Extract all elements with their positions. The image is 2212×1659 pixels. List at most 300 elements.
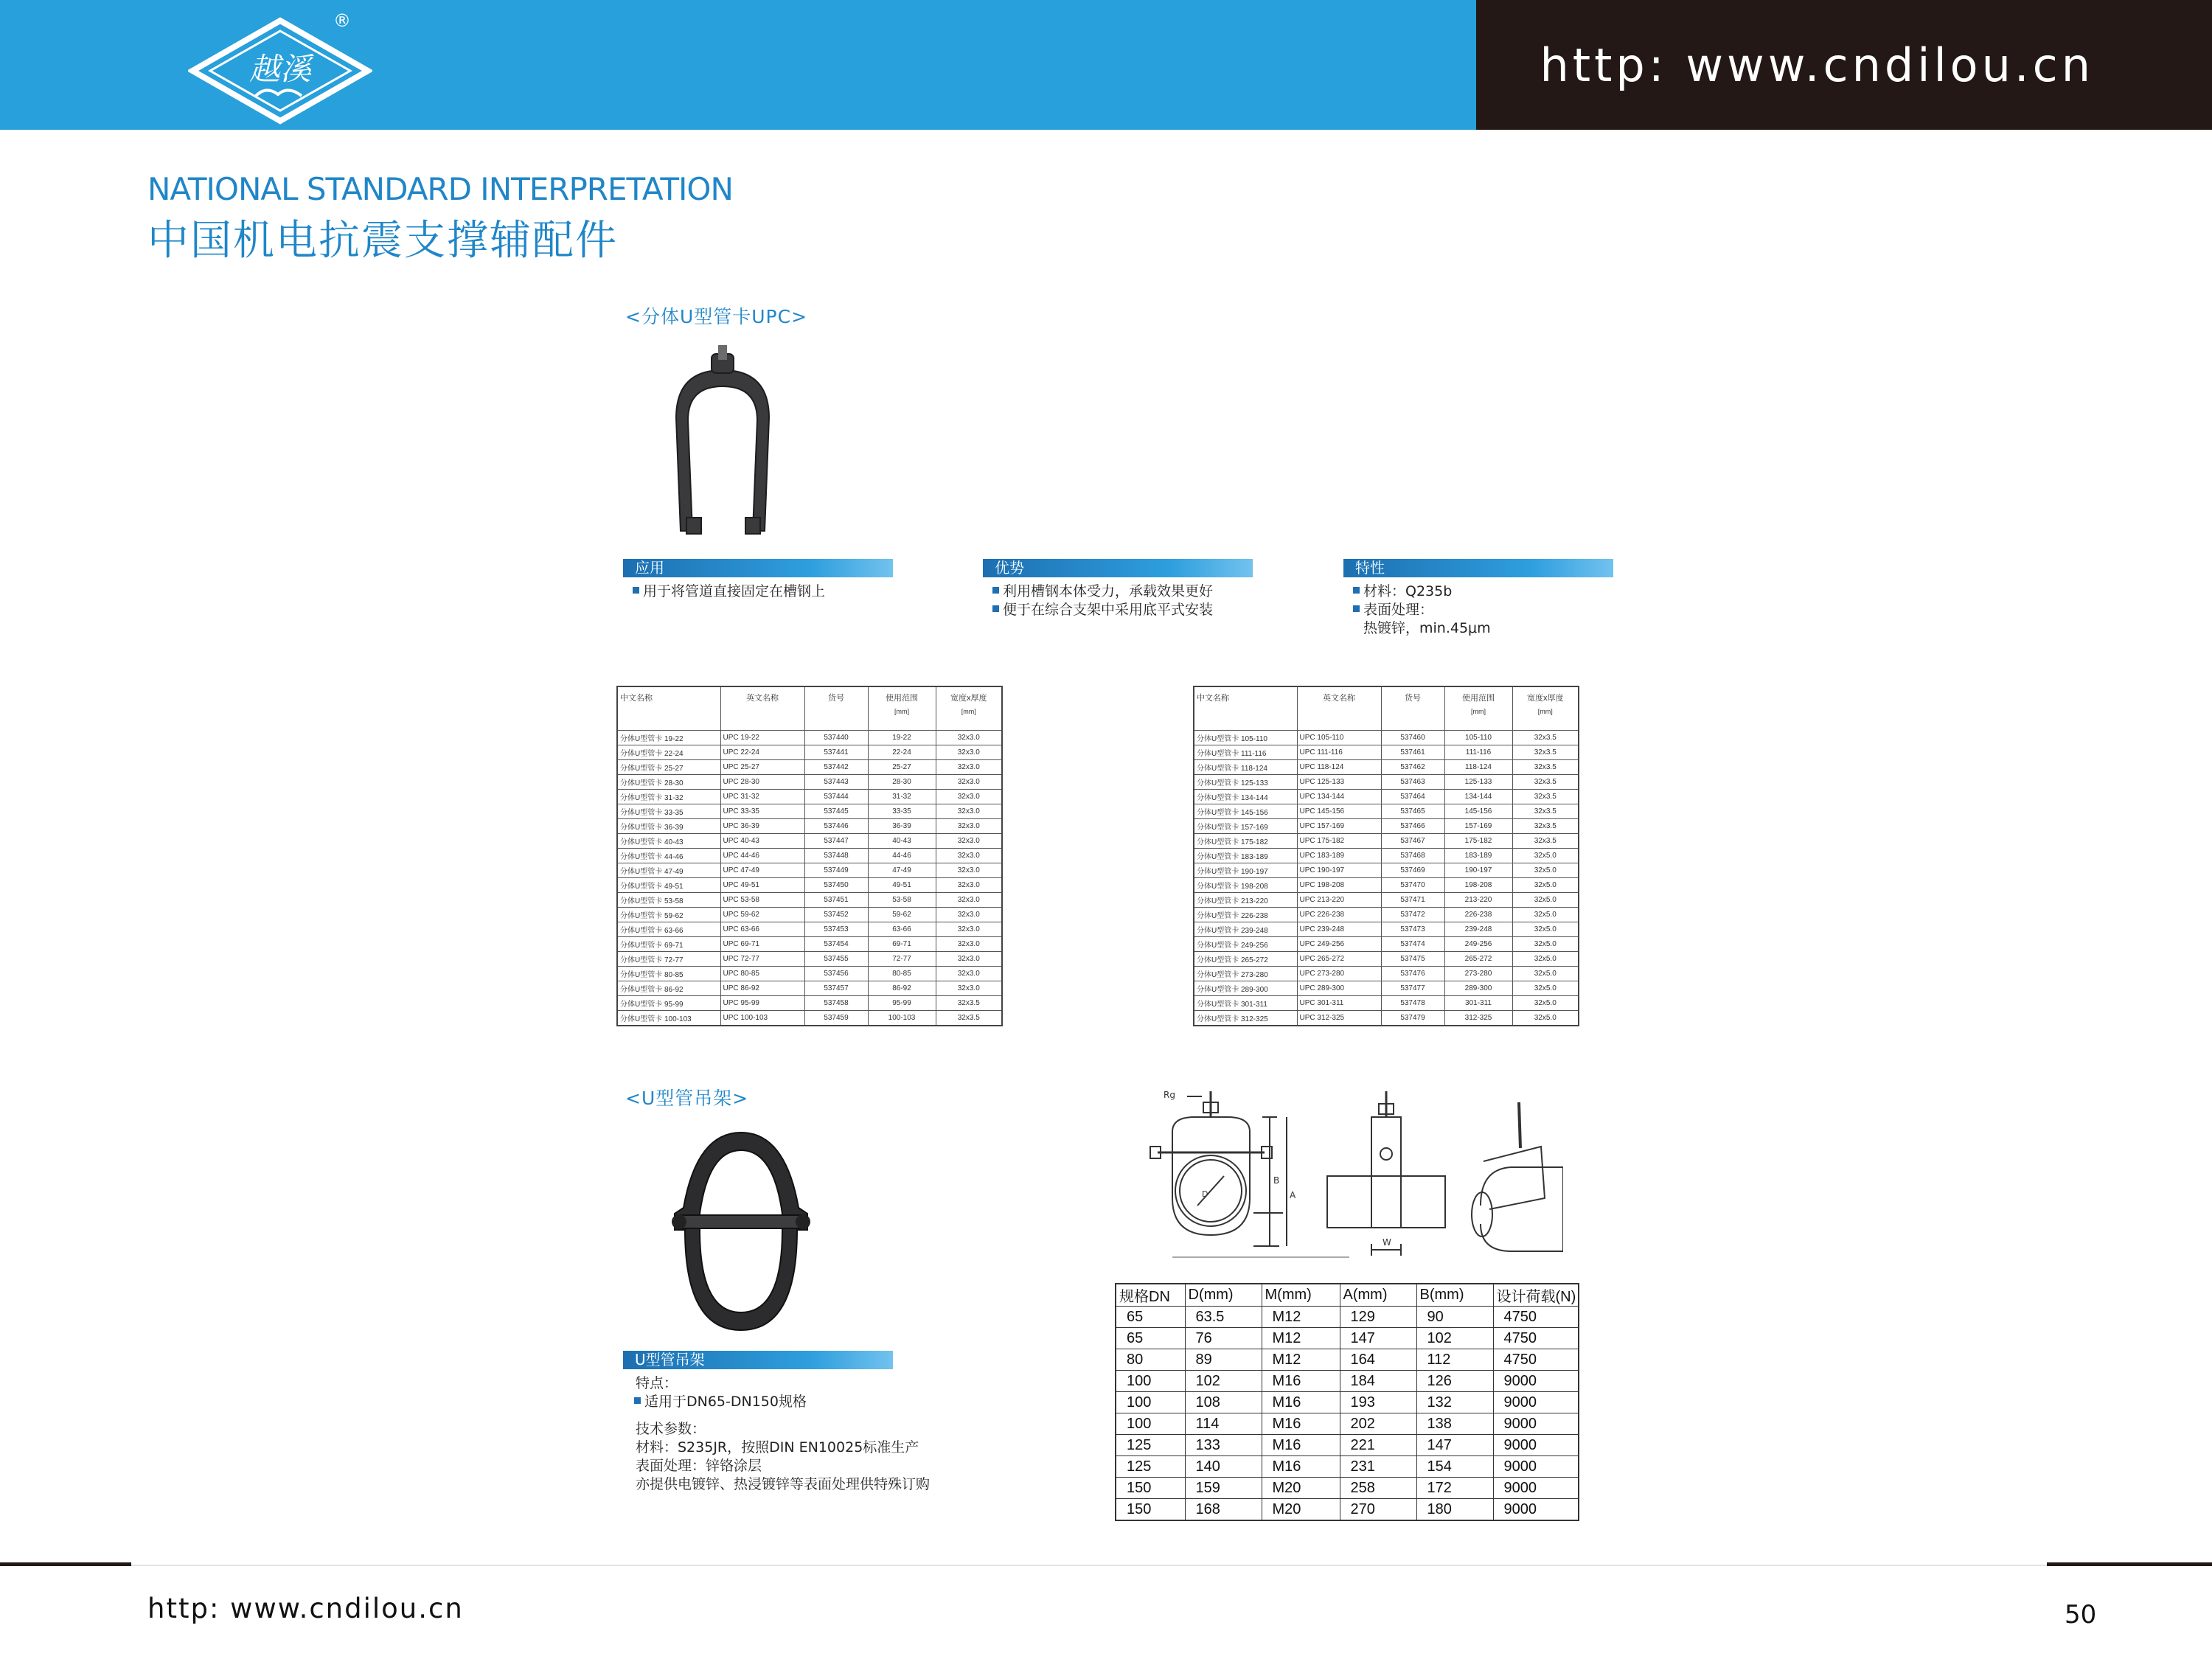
table-cell: M12 (1262, 1328, 1340, 1349)
table-cell: 分体U型管卡 265-272 (1194, 952, 1297, 967)
table-cell: 分体U型管卡 198-208 (1194, 878, 1297, 893)
table-cell: 分体U型管卡 53-58 (617, 893, 720, 908)
footer-url[interactable]: http: www.cndilou.cn (147, 1593, 464, 1624)
table-row (1194, 819, 1579, 834)
feature-bar: 特性 (1343, 559, 1613, 577)
table-cell: UPC 33-35 (720, 804, 804, 819)
column-unit: [mm] (961, 708, 976, 715)
table-cell: 537472 (1381, 908, 1444, 922)
upc-spec-table-left (616, 686, 1003, 1026)
table-cell: 9000 (1493, 1478, 1579, 1499)
table-cell: 分体U型管卡 36-39 (617, 819, 720, 834)
table-header-cell: D(mm) (1185, 1284, 1262, 1307)
table-cell: 分体U型管卡 105-110 (1194, 731, 1297, 745)
footer-accent-right (2047, 1562, 2212, 1566)
table-cell: 175-182 (1444, 834, 1512, 849)
table-cell: 25-27 (868, 760, 936, 775)
table-cell: UPC 175-182 (1297, 834, 1381, 849)
table-cell: 89 (1185, 1349, 1262, 1371)
table-cell: 112 (1416, 1349, 1493, 1371)
table-cell: 分体U型管卡 273-280 (1194, 967, 1297, 981)
table-cell: UPC 265-272 (1297, 952, 1381, 967)
table-cell: 537456 (804, 967, 868, 981)
column-label: 英文名称 (746, 694, 779, 703)
application-item: 用于将管道直接固定在槽钢上 (633, 582, 825, 601)
table-cell: UPC 69-71 (720, 937, 804, 952)
table-cell: 138 (1416, 1413, 1493, 1435)
advantage-item: 便于在综合支架中采用底平式安装 (992, 601, 1213, 619)
table-row (617, 1011, 1002, 1026)
table-row (1194, 967, 1579, 981)
table-cell: 40-43 (868, 834, 936, 849)
table-cell: 537446 (804, 819, 868, 834)
table-row (1194, 1011, 1579, 1026)
table-cell: 184 (1340, 1371, 1416, 1392)
hanger-feature-item: 适用于DN65-DN150规格 (634, 1393, 807, 1411)
table-cell: UPC 86-92 (720, 981, 804, 996)
table-header-cell (1297, 686, 1381, 731)
column-label: 宽度x厚度 (1527, 694, 1564, 703)
table-cell: 537477 (1381, 981, 1444, 996)
table-header-cell: 设计荷载(N) (1493, 1284, 1579, 1307)
table-cell: 分体U型管卡 49-51 (617, 878, 720, 893)
footer-accent-left (0, 1562, 131, 1566)
table-cell: 537476 (1381, 967, 1444, 981)
table-cell: 150 (1116, 1478, 1185, 1499)
table-cell: 537459 (804, 1011, 868, 1026)
table-cell: 53-58 (868, 893, 936, 908)
table-cell: 157-169 (1444, 819, 1512, 834)
table-cell: 32x5.0 (1512, 893, 1579, 908)
table-cell: 9000 (1493, 1413, 1579, 1435)
table-cell: 分体U型管卡 63-66 (617, 922, 720, 937)
table-cell: 32x3.0 (936, 893, 1002, 908)
table-row (617, 996, 1002, 1011)
table-row (1116, 1328, 1579, 1349)
table-cell: 36-39 (868, 819, 936, 834)
table-cell: 150 (1116, 1499, 1185, 1521)
table-row (1194, 981, 1579, 996)
table-cell: 537467 (1381, 834, 1444, 849)
table-header-cell: A(mm) (1340, 1284, 1416, 1307)
table-cell: 190-197 (1444, 863, 1512, 878)
bullet-icon (1353, 605, 1360, 612)
table-cell: 32x5.0 (1512, 967, 1579, 981)
table-cell: UPC 95-99 (720, 996, 804, 1011)
table-cell: 249-256 (1444, 937, 1512, 952)
table-cell: 111-116 (1444, 745, 1512, 760)
table-cell: 258 (1340, 1478, 1416, 1499)
table-cell: 32x3.0 (936, 849, 1002, 863)
column-label: 使用范围 (886, 694, 918, 703)
table-cell: 537460 (1381, 731, 1444, 745)
column-label: 宽度x厚度 (950, 694, 987, 703)
table-row (1194, 878, 1579, 893)
table-cell: 分体U型管卡 28-30 (617, 775, 720, 790)
hanger-technical-drawing (1128, 1088, 1563, 1265)
table-header-cell: 规格DN (1116, 1284, 1185, 1307)
table-cell: 32x3.5 (1512, 834, 1579, 849)
table-cell: 231 (1340, 1456, 1416, 1478)
table-cell: UPC 28-30 (720, 775, 804, 790)
logo-text: 越溪 (248, 51, 312, 87)
table-cell: M16 (1262, 1392, 1340, 1413)
table-cell: 32x5.0 (1512, 996, 1579, 1011)
registered-mark: ® (333, 10, 351, 31)
table-cell: 32x3.0 (936, 834, 1002, 849)
table-cell: M16 (1262, 1456, 1340, 1478)
table-cell: 270 (1340, 1499, 1416, 1521)
table-row (617, 908, 1002, 922)
hanger-features-list (634, 1393, 807, 1411)
advantage-item: 利用槽钢本体受力，承载效果更好 (992, 582, 1213, 601)
table-cell: 4750 (1493, 1307, 1579, 1328)
advantage-list (992, 582, 1213, 619)
table-cell: 32x3.5 (1512, 760, 1579, 775)
table-cell: 分体U型管卡 59-62 (617, 908, 720, 922)
table-cell: 537458 (804, 996, 868, 1011)
table-cell: 537442 (804, 760, 868, 775)
table-row (1194, 893, 1579, 908)
table-cell: UPC 36-39 (720, 819, 804, 834)
table-cell: UPC 44-46 (720, 849, 804, 863)
hanger-spec-table (1115, 1283, 1579, 1521)
table-header-cell (936, 686, 1002, 731)
table-cell: 22-24 (868, 745, 936, 760)
feature-extra: 热镀锌，min.45μm (1363, 620, 1491, 636)
table-cell: 32x3.0 (936, 745, 1002, 760)
table-cell: 273-280 (1444, 967, 1512, 981)
table-cell: M16 (1262, 1413, 1340, 1435)
table-cell: 32x3.0 (936, 731, 1002, 745)
table-cell: 102 (1416, 1328, 1493, 1349)
table-cell: UPC 80-85 (720, 967, 804, 981)
table-cell: 32x3.5 (1512, 745, 1579, 760)
table-cell: UPC 118-124 (1297, 760, 1381, 775)
table-cell: 537474 (1381, 937, 1444, 952)
table-cell: 分体U型管卡 134-144 (1194, 790, 1297, 804)
upc-section-title: <分体U型管卡UPC> (625, 306, 808, 327)
table-cell: UPC 312-325 (1297, 1011, 1381, 1026)
table-cell: UPC 72-77 (720, 952, 804, 967)
table-cell: 65 (1116, 1328, 1185, 1349)
table-cell: 32x3.5 (1512, 790, 1579, 804)
table-cell: UPC 47-49 (720, 863, 804, 878)
table-row (1116, 1413, 1579, 1435)
table-row (1194, 952, 1579, 967)
table-cell: 4750 (1493, 1349, 1579, 1371)
table-cell: 537471 (1381, 893, 1444, 908)
table-cell: 193 (1340, 1392, 1416, 1413)
table-cell: 125-133 (1444, 775, 1512, 790)
table-cell: UPC 198-208 (1297, 878, 1381, 893)
table-cell: 198-208 (1444, 878, 1512, 893)
table-cell: M20 (1262, 1499, 1340, 1521)
table-cell: 134-144 (1444, 790, 1512, 804)
advantage-bar: 优势 (983, 559, 1253, 577)
drawing-label-w: W (1382, 1237, 1391, 1248)
table-row (617, 731, 1002, 745)
table-cell: 32x3.0 (936, 819, 1002, 834)
table-cell: 32x5.0 (1512, 922, 1579, 937)
table-cell: 537464 (1381, 790, 1444, 804)
table-cell: 537445 (804, 804, 868, 819)
bullet-icon (1353, 587, 1360, 594)
table-row (1116, 1499, 1579, 1521)
table-cell: UPC 49-51 (720, 878, 804, 893)
table-cell: 537461 (1381, 745, 1444, 760)
table-cell: 100-103 (868, 1011, 936, 1026)
table-cell: 分体U型管卡 157-169 (1194, 819, 1297, 834)
table-cell: 分体U型管卡 44-46 (617, 849, 720, 863)
table-cell: 32x5.0 (1512, 981, 1579, 996)
table-row (1116, 1456, 1579, 1478)
table-cell: 100 (1116, 1371, 1185, 1392)
feature-list (1353, 582, 1491, 638)
table-cell: 537452 (804, 908, 868, 922)
table-header-row (1194, 686, 1579, 731)
table-cell: 289-300 (1444, 981, 1512, 996)
table-cell: 537470 (1381, 878, 1444, 893)
table-cell: 分体U型管卡 213-220 (1194, 893, 1297, 908)
brand-logo (188, 16, 372, 125)
table-row (617, 834, 1002, 849)
table-cell: 108 (1185, 1392, 1262, 1413)
table-row (1116, 1371, 1579, 1392)
hanger-image (667, 1127, 815, 1335)
table-cell: 537449 (804, 863, 868, 878)
column-label: 中文名称 (620, 694, 653, 703)
table-cell: 226-238 (1444, 908, 1512, 922)
table-cell: 32x5.0 (1512, 863, 1579, 878)
table-row (1194, 790, 1579, 804)
table-cell: 32x3.0 (936, 760, 1002, 775)
table-cell: 537451 (804, 893, 868, 908)
table-cell: 125 (1116, 1435, 1185, 1456)
table-cell: 69-71 (868, 937, 936, 952)
table-cell: UPC 289-300 (1297, 981, 1381, 996)
table-cell: 183-189 (1444, 849, 1512, 863)
table-cell: 32x3.0 (936, 981, 1002, 996)
hanger-bar: U型管吊架 (623, 1351, 893, 1369)
table-cell: UPC 145-156 (1297, 804, 1381, 819)
table-cell: 分体U型管卡 175-182 (1194, 834, 1297, 849)
table-cell: 537455 (804, 952, 868, 967)
table-cell: 31-32 (868, 790, 936, 804)
table-header-cell (1444, 686, 1512, 731)
table-cell: 159 (1185, 1478, 1262, 1499)
table-cell: 202 (1340, 1413, 1416, 1435)
table-cell: 537444 (804, 790, 868, 804)
table-cell: 44-46 (868, 849, 936, 863)
table-row (1194, 849, 1579, 863)
table-cell: UPC 53-58 (720, 893, 804, 908)
table-row (617, 937, 1002, 952)
table-cell: UPC 63-66 (720, 922, 804, 937)
drawing-label-d: D (1202, 1189, 1208, 1199)
table-row (617, 775, 1002, 790)
table-cell: 47-49 (868, 863, 936, 878)
table-cell: 9000 (1493, 1456, 1579, 1478)
table-cell: UPC 301-311 (1297, 996, 1381, 1011)
drawing-label-b: B (1273, 1175, 1280, 1186)
table-cell: 537479 (1381, 1011, 1444, 1026)
table-cell: 537463 (1381, 775, 1444, 790)
table-cell: 63-66 (868, 922, 936, 937)
table-cell: UPC 31-32 (720, 790, 804, 804)
table-cell: 32x5.0 (1512, 878, 1579, 893)
table-cell: 分体U型管卡 289-300 (1194, 981, 1297, 996)
table-row (617, 952, 1002, 967)
table-cell: 32x3.0 (936, 790, 1002, 804)
table-cell: 分体U型管卡 145-156 (1194, 804, 1297, 819)
table-cell: 125 (1116, 1456, 1185, 1478)
upc-clamp-image (660, 341, 785, 538)
table-cell: 分体U型管卡 301-311 (1194, 996, 1297, 1011)
table-cell: 301-311 (1444, 996, 1512, 1011)
table-cell: 分体U型管卡 72-77 (617, 952, 720, 967)
table-header-cell (804, 686, 868, 731)
drawing-label-rg: Rg (1164, 1090, 1175, 1100)
table-cell: 分体U型管卡 80-85 (617, 967, 720, 981)
table-header-cell (1512, 686, 1579, 731)
table-cell: 分体U型管卡 40-43 (617, 834, 720, 849)
table-cell: 172 (1416, 1478, 1493, 1499)
table-cell: 180 (1416, 1499, 1493, 1521)
table-cell: UPC 100-103 (720, 1011, 804, 1026)
hanger-section-title: <U型管吊架> (625, 1088, 749, 1109)
table-header-cell: M(mm) (1262, 1284, 1340, 1307)
table-cell: 132 (1416, 1392, 1493, 1413)
table-cell: UPC 19-22 (720, 731, 804, 745)
bullet-icon (992, 605, 999, 612)
table-cell: 114 (1185, 1413, 1262, 1435)
table-row (1194, 863, 1579, 878)
table-row (617, 878, 1002, 893)
table-cell: 133 (1185, 1435, 1262, 1456)
table-cell: 32x3.5 (1512, 731, 1579, 745)
drawing-label-a: A (1290, 1190, 1296, 1200)
table-cell: 32x3.0 (936, 908, 1002, 922)
table-cell: 80-85 (868, 967, 936, 981)
table-cell: 32x3.0 (936, 922, 1002, 937)
hanger-param: 材料：S235JR，按照DIN EN10025标准生产 (636, 1439, 919, 1455)
table-cell: 32x3.0 (936, 863, 1002, 878)
column-unit: [mm] (894, 708, 909, 715)
table-cell: 537475 (1381, 952, 1444, 967)
table-cell: 32x3.0 (936, 952, 1002, 967)
table-header-cell (617, 686, 720, 731)
table-cell: 537454 (804, 937, 868, 952)
upc-spec-table-right (1193, 686, 1579, 1026)
bullet-icon (634, 1397, 641, 1404)
table-cell: 9000 (1493, 1499, 1579, 1521)
table-header-cell (868, 686, 936, 731)
table-cell: 32x3.0 (936, 937, 1002, 952)
table-cell: UPC 226-238 (1297, 908, 1381, 922)
table-row (1194, 775, 1579, 790)
table-cell: 86-92 (868, 981, 936, 996)
table-header-cell (1194, 686, 1297, 731)
table-cell: 分体U型管卡 22-24 (617, 745, 720, 760)
table-header-cell (720, 686, 804, 731)
table-cell: UPC 239-248 (1297, 922, 1381, 937)
table-row (617, 804, 1002, 819)
table-cell: 537465 (1381, 804, 1444, 819)
table-row (617, 863, 1002, 878)
table-row (1194, 760, 1579, 775)
table-header-row (617, 686, 1002, 731)
table-cell: 537441 (804, 745, 868, 760)
table-cell: UPC 249-256 (1297, 937, 1381, 952)
table-cell: 239-248 (1444, 922, 1512, 937)
table-cell: 分体U型管卡 69-71 (617, 937, 720, 952)
table-cell: 分体U型管卡 31-32 (617, 790, 720, 804)
column-label: 货号 (1405, 694, 1421, 703)
table-cell: 537468 (1381, 849, 1444, 863)
table-cell: 105-110 (1444, 731, 1512, 745)
table-cell: 95-99 (868, 996, 936, 1011)
table-cell: M12 (1262, 1349, 1340, 1371)
hanger-param: 亦提供电镀锌、热浸镀锌等表面处理供特殊订购 (636, 1476, 931, 1492)
table-cell: UPC 134-144 (1297, 790, 1381, 804)
table-cell: 33-35 (868, 804, 936, 819)
table-row (617, 849, 1002, 863)
table-cell: 102 (1185, 1371, 1262, 1392)
table-cell: 32x3.5 (936, 996, 1002, 1011)
table-cell: 537447 (804, 834, 868, 849)
page-number: 50 (2065, 1600, 2097, 1630)
header-url[interactable]: http: www.cndilou.cn (1540, 38, 2094, 92)
table-cell: 分体U型管卡 33-35 (617, 804, 720, 819)
table-cell: 32x5.0 (1512, 908, 1579, 922)
feature-item: 表面处理： (1353, 601, 1491, 619)
table-row (1116, 1349, 1579, 1371)
table-cell: 537448 (804, 849, 868, 863)
table-cell: UPC 273-280 (1297, 967, 1381, 981)
table-cell: 154 (1416, 1456, 1493, 1478)
table-cell: 32x3.0 (936, 775, 1002, 790)
table-cell: 537457 (804, 981, 868, 996)
table-cell: 65 (1116, 1307, 1185, 1328)
table-cell: 32x5.0 (1512, 937, 1579, 952)
table-cell: M16 (1262, 1371, 1340, 1392)
table-row (617, 790, 1002, 804)
table-cell: 32x3.5 (936, 1011, 1002, 1026)
table-cell: 4750 (1493, 1328, 1579, 1349)
table-cell: UPC 183-189 (1297, 849, 1381, 863)
table-row (1194, 731, 1579, 745)
table-cell: 32x3.5 (1512, 819, 1579, 834)
table-cell: 32x3.0 (936, 967, 1002, 981)
table-header-row (1116, 1284, 1579, 1307)
table-row (1116, 1392, 1579, 1413)
table-cell: 59-62 (868, 908, 936, 922)
table-cell: 分体U型管卡 125-133 (1194, 775, 1297, 790)
table-row (1194, 834, 1579, 849)
table-cell: 分体U型管卡 19-22 (617, 731, 720, 745)
table-row (1194, 908, 1579, 922)
table-cell: 537440 (804, 731, 868, 745)
table-cell: 164 (1340, 1349, 1416, 1371)
table-cell: 分体U型管卡 86-92 (617, 981, 720, 996)
table-cell: 265-272 (1444, 952, 1512, 967)
subtitle-cn: 中国机电抗震支撑辅配件 (147, 217, 618, 265)
column-label: 英文名称 (1323, 694, 1355, 703)
table-cell: 19-22 (868, 731, 936, 745)
table-cell: 9000 (1493, 1435, 1579, 1456)
table-cell: UPC 40-43 (720, 834, 804, 849)
